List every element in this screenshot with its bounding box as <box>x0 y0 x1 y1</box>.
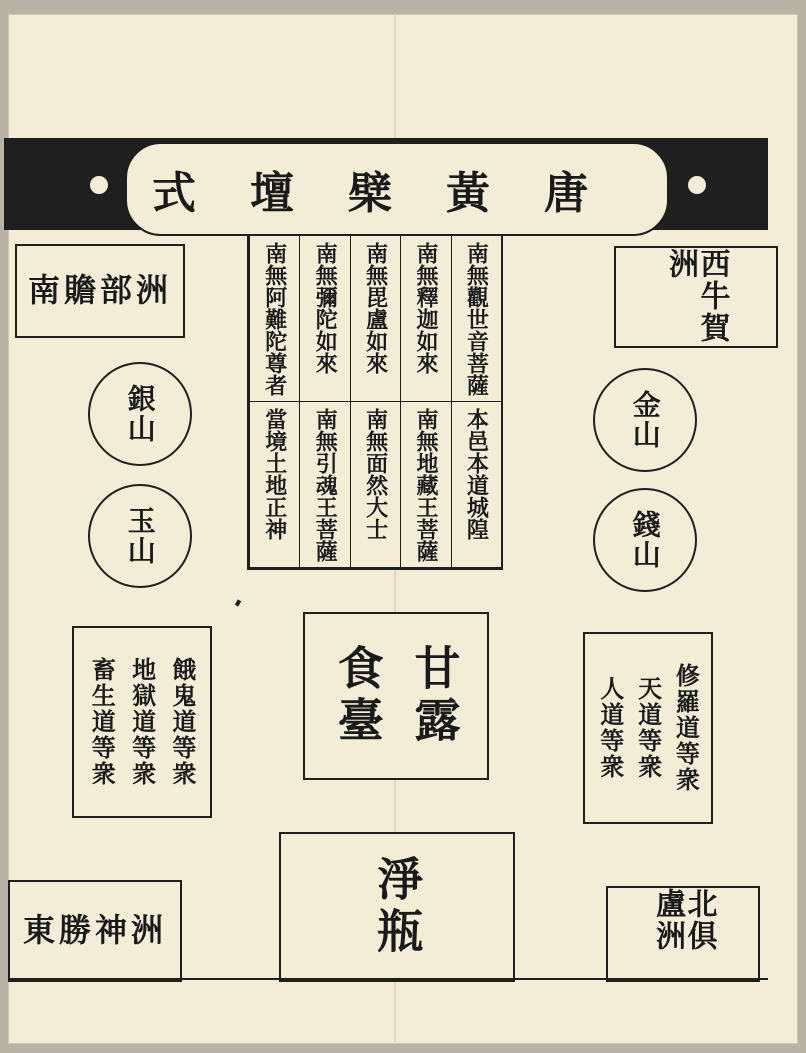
bottom-rule <box>8 978 768 980</box>
continent-west <box>614 246 778 348</box>
continent-north <box>606 886 760 982</box>
page-title: 唐黃檗壇式 <box>152 168 642 219</box>
silver-mountain-label: 銀山 <box>123 384 157 444</box>
table-cell: 當境土地正神 <box>249 402 299 568</box>
deity-table <box>247 234 503 570</box>
water-vase-label: 淨瓶 <box>370 855 425 959</box>
continent-south-label: 南贍部洲 <box>27 271 172 310</box>
continent-east-label: 東勝神洲 <box>22 911 167 950</box>
table-cell: 南無面然大士 <box>350 402 400 568</box>
food-table-label: 食臺 <box>330 644 385 748</box>
nectar-label: 甘露 <box>407 644 462 748</box>
realm-label: 餓鬼道等衆 <box>167 657 197 787</box>
gold-mountain-label: 金山 <box>628 390 662 450</box>
gold-mountain <box>593 368 697 472</box>
realm-label: 天道等衆 <box>633 676 663 780</box>
table-cell: 南無彌陀如來 <box>299 236 349 402</box>
lower-realms-panel <box>72 626 212 818</box>
realm-label: 地獄道等衆 <box>127 657 157 787</box>
table-cell: 南無引魂王菩薩 <box>299 402 349 568</box>
table-cell: 南無釋迦如來 <box>400 236 450 402</box>
upper-realms-panel <box>583 632 713 824</box>
left-knob <box>90 176 108 194</box>
jade-mountain <box>88 484 192 588</box>
right-knob <box>688 176 706 194</box>
table-cell: 南無阿難陀尊者 <box>249 236 299 402</box>
continent-east <box>8 880 182 982</box>
continent-north-label: 北俱盧洲 <box>650 888 717 952</box>
coin-mountain-label: 錢山 <box>628 510 662 570</box>
table-cell: 南無地藏王菩薩 <box>400 402 450 568</box>
realm-label: 畜生道等衆 <box>87 657 117 787</box>
continent-south <box>15 244 185 338</box>
title-cartouche <box>125 142 669 236</box>
water-vase-box <box>279 832 515 982</box>
table-cell: 本邑本道城隍 <box>451 402 501 568</box>
continent-west-label: 西牛賀洲 <box>663 248 730 344</box>
silver-mountain <box>88 362 192 466</box>
realm-label: 修羅道等衆 <box>671 663 701 793</box>
table-cell: 南無觀世音菩薩 <box>451 236 501 402</box>
jade-mountain-label: 玉山 <box>123 506 157 566</box>
table-cell: 南無毘盧如來 <box>350 236 400 402</box>
realm-label: 人道等衆 <box>595 676 625 780</box>
coin-mountain <box>593 488 697 592</box>
nectar-food-table <box>303 612 489 780</box>
